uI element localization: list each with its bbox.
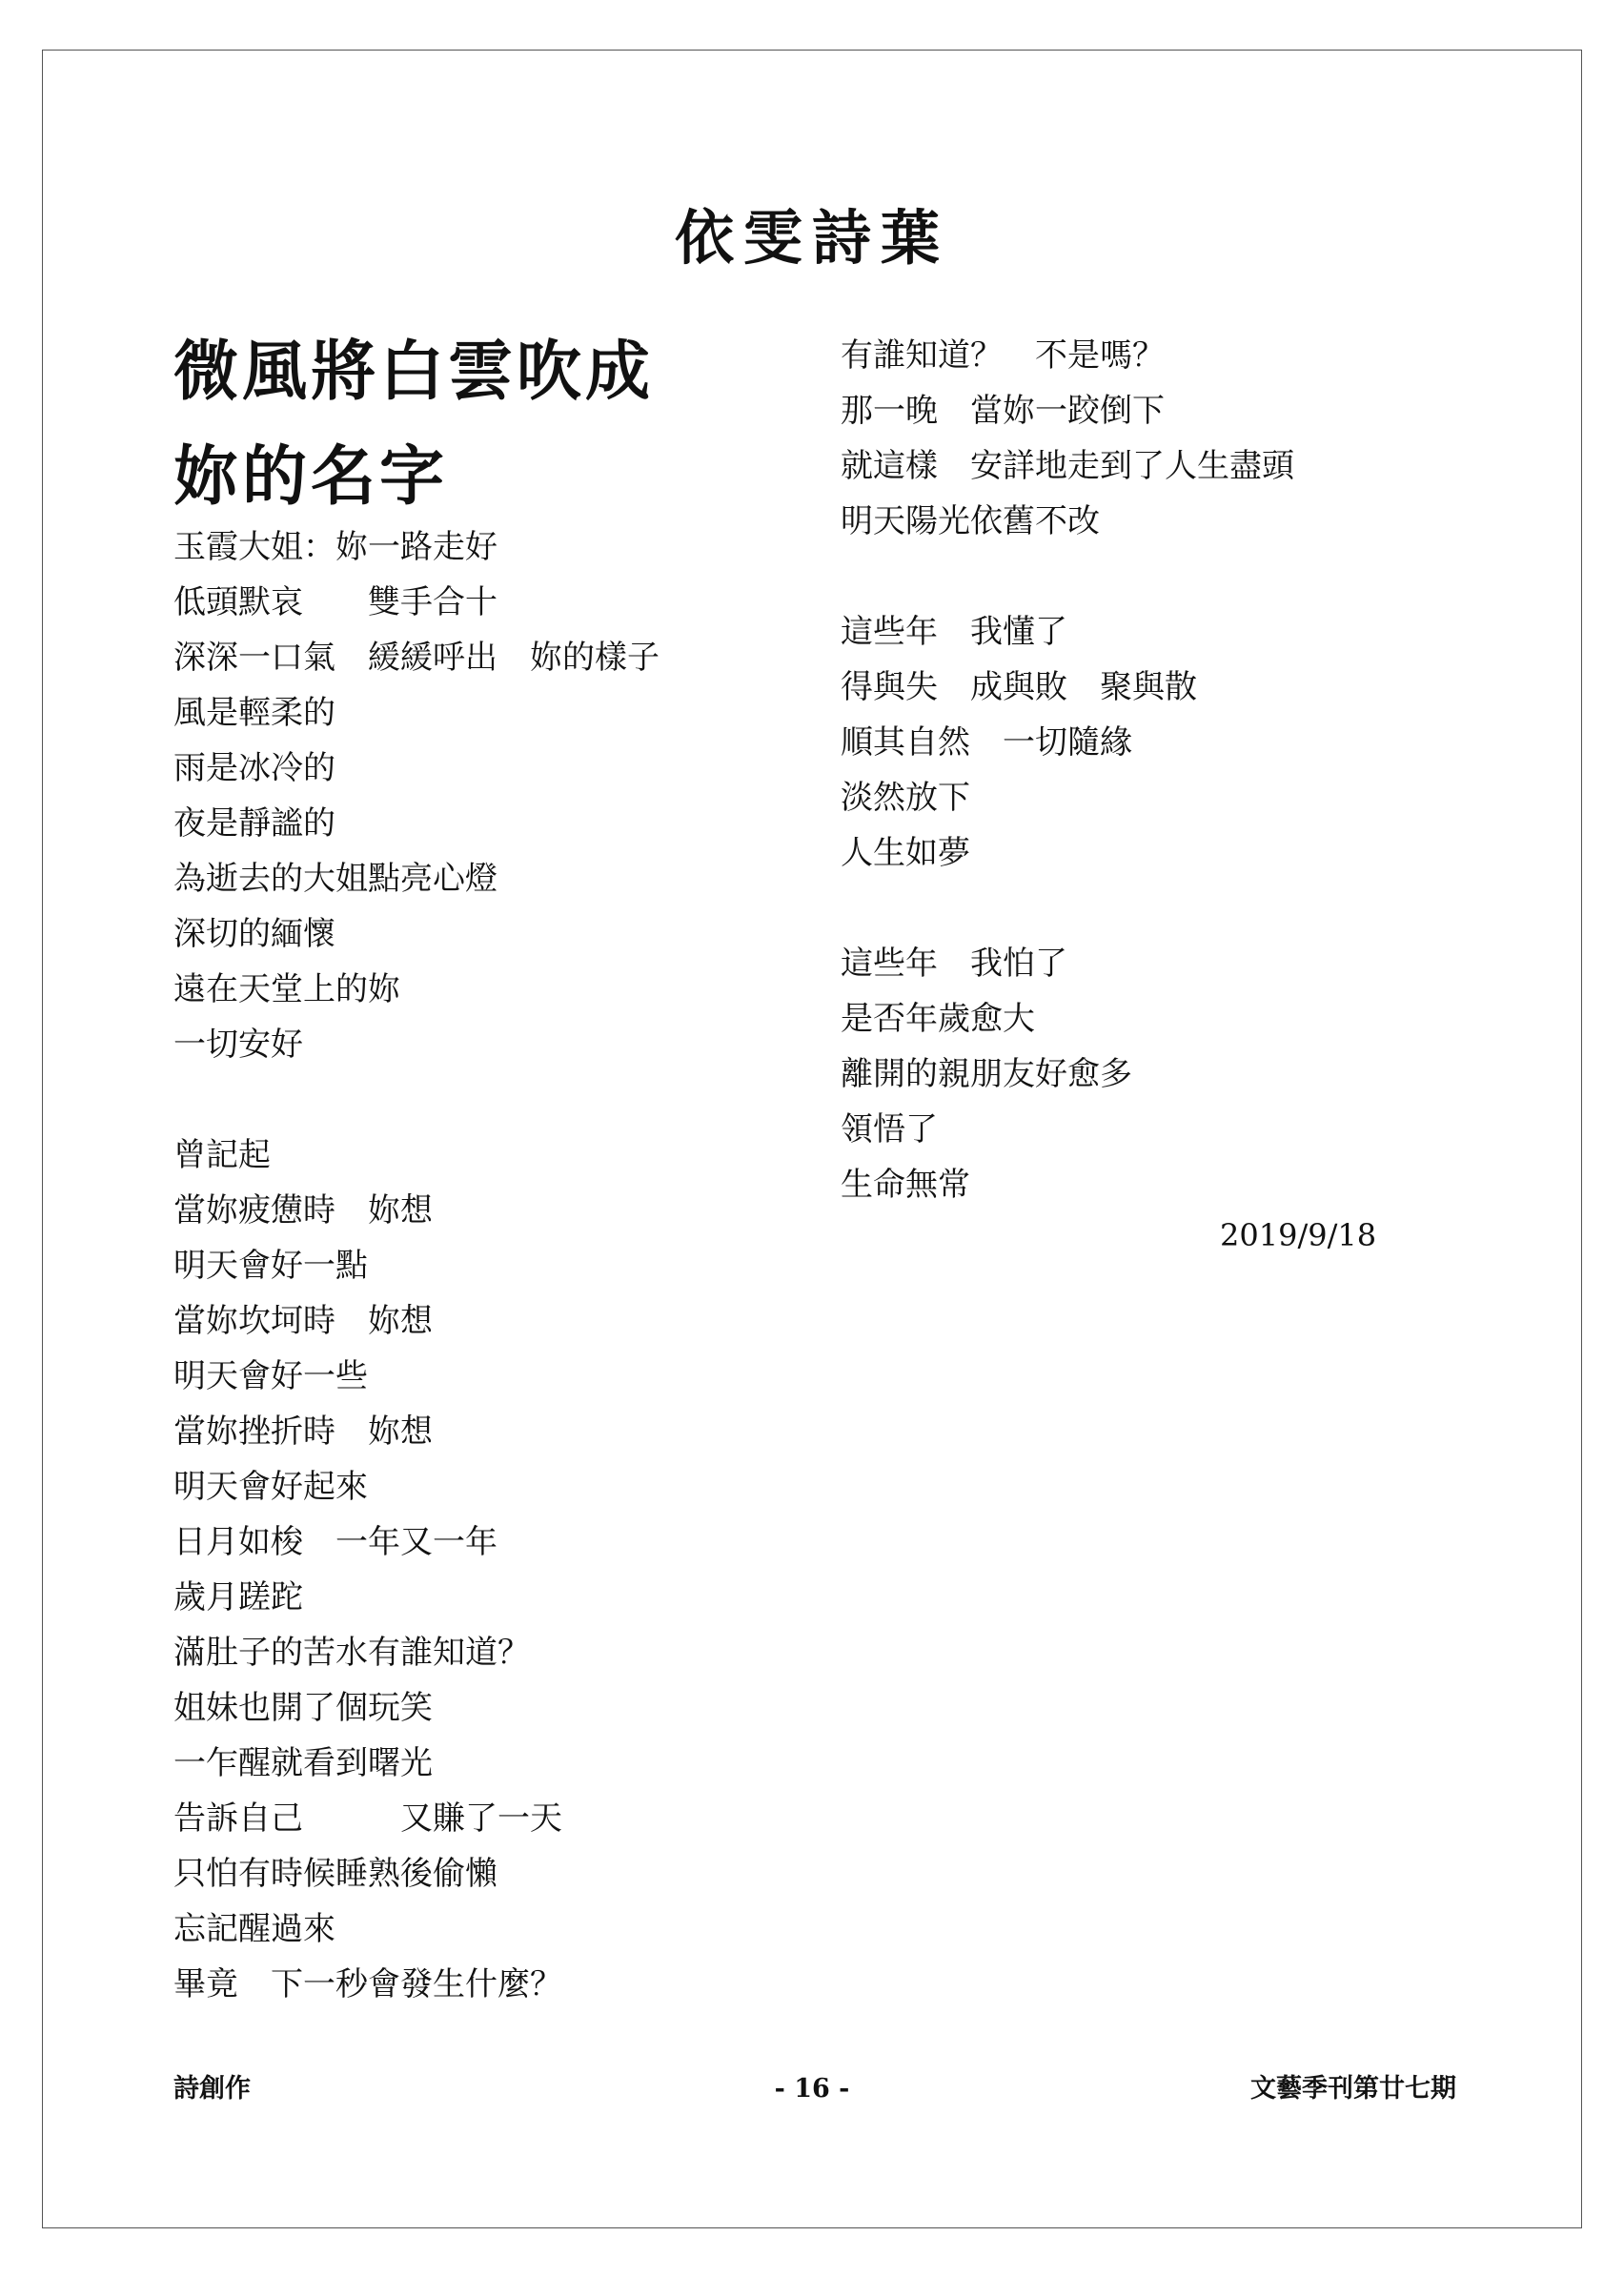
poem-line: 為逝去的大姐點亮心燈 [173,860,497,898]
poem-line: 明天會好起來 [173,1468,368,1506]
poem-line: 是否年歲愈大 [841,1000,1035,1038]
stanza-break [841,549,1294,604]
poem-line: 深切的緬懷 [173,915,335,953]
poem-line: 淡然放下 [841,779,970,817]
poem-line: 畢竟 下一秒會發生什麼？ [173,1965,562,2003]
poem-line: 當妳坎坷時 妳想 [173,1302,433,1340]
poem-line: 明天會好一些 [173,1357,368,1395]
poem-line: 歲月蹉跎 [173,1578,303,1616]
footer-section: 詩創作 [173,2074,251,2104]
poem-line: 滿肚子的苦水有誰知道？ [173,1634,530,1672]
poem-line: 當妳挫折時 妳想 [173,1413,433,1451]
poem-line: 只怕有時候睡熟後偷懶 [173,1855,497,1893]
poem-line: 玉霞大姐：妳一路走好 [173,528,497,566]
poem-line: 這些年 我怕了 [841,945,1067,983]
poem-line: 領悟了 [841,1110,938,1149]
poem-line: 風是輕柔的 [173,694,335,732]
poem-line: 得與失 成與敗 聚與散 [841,668,1197,706]
poem-line: 遠在天堂上的妳 [173,970,400,1008]
poem-line: 深深一口氣 緩緩呼出 妳的樣子 [173,639,660,677]
poem-line: 姐妹也開了個玩笑 [173,1689,433,1727]
poem-right-column [841,328,1294,1212]
poem-line: 離開的親朋友好愈多 [841,1055,1132,1093]
poem-line: 告訴自己 又賺了一天 [173,1799,562,1838]
poem-line: 低頭默哀 雙手合十 [173,583,497,621]
poem-title-line-1: 微風將白雲吹成 [173,334,655,410]
poem-line: 當妳疲憊時 妳想 [173,1191,433,1230]
column-title: 依雯詩葉 [674,203,949,273]
poem-line: 這些年 我懂了 [841,613,1067,651]
footer-publication: 文藝季刊第廿七期 [1250,2074,1456,2104]
poem-line: 就這樣 安詳地走到了人生盡頭 [841,447,1294,485]
stanza-break [841,881,1294,936]
footer-page-number: - 16 - [774,2074,850,2104]
poem-line: 明天會好一點 [173,1247,368,1285]
poem-title-line-2: 妳的名字 [173,438,449,515]
poem-left-column [173,519,660,2012]
poem-line: 忘記醒過來 [173,1910,335,1948]
poem-date: 2019/9/18 [1220,1217,1377,1253]
poem-line: 日月如梭 一年又一年 [173,1523,497,1561]
poem-line: 雨是冰冷的 [173,749,335,787]
poem-line: 一乍醒就看到曙光 [173,1744,433,1782]
poem-line: 順其自然 一切隨緣 [841,723,1132,762]
poem-line: 明天陽光依舊不改 [841,502,1100,540]
poem-line: 那一晚 當妳一跤倒下 [841,392,1165,430]
poem-line: 生命無常 [841,1166,970,1204]
poem-line: 夜是靜謐的 [173,804,335,843]
stanza-break [173,1072,660,1128]
poem-line: 曾記起 [173,1136,271,1174]
poem-line: 有誰知道？ 不是嗎？ [841,336,1165,375]
poem-line: 人生如夢 [841,834,970,872]
poem-line: 一切安好 [173,1026,303,1064]
